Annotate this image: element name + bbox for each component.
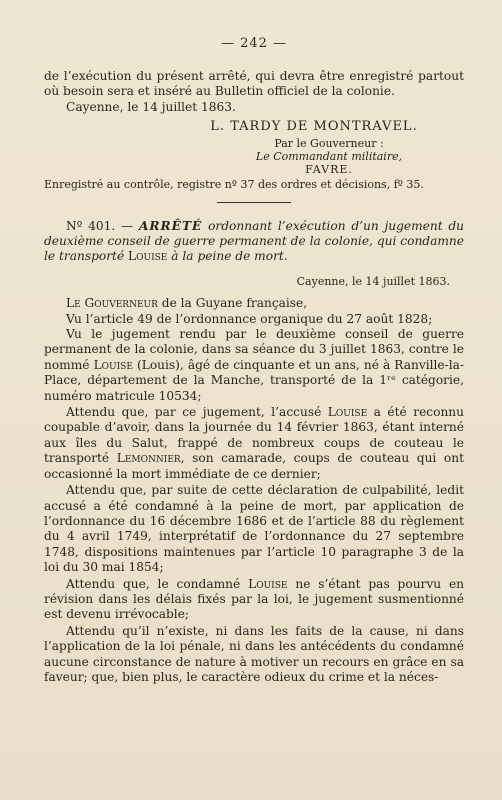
decree-title-part1: ordonnant l’exécution d’un jugement du deuxième conseil de guerre permanent de la colonie, qui condamne le transporté <box>44 219 465 264</box>
paragraph-attendu-4: Attendu qu’il n’existe, ni dans les faits de la cause, ni dans l’application de la loi pénale, ni dans les antécédents du condamné aucune circonstance de nature à motiver un recours en grâce en sa faveur; que, bien plus, le caractère odieux du crime et la néces- <box>44 623 464 684</box>
att3-name: Louise <box>248 576 288 591</box>
att1-name-2: Lemonnier <box>116 451 181 466</box>
paragraph-attendu-1 <box>44 405 464 482</box>
paragraph-vu-1: Vu l’article 49 de l’ordonnance organique du 27 août 1828; <box>66 311 433 326</box>
decree-type: ARRÊTÉ <box>138 219 203 234</box>
registration-line: Enregistré au contrôle, registre nº 37 des ordres et décisions, fº 35. <box>44 178 424 192</box>
place-date: Cayenne, le 14 juillet 1863. <box>296 275 450 289</box>
governor-line <box>44 296 464 311</box>
vu2-text-b: (Louis), âgé de cinquante et un ans, né à Ranville-la-Place, département de la Manche, transporté de la 1ʳᵉ catégorie, numéro matricule 10534; <box>44 357 465 403</box>
att3-text-a: Attendu que, le condamné <box>66 576 241 591</box>
paragraph-attendu-2: Attendu que, par suite de cette déclaration de culpabilité, ledit accusé a été condamné à la peine de mort, par application de l’ordonnance du 16 décembre 1686 et de l’article 88 du règlement du 4 avril 1749, interprétatif de l’ordonnance du 27 septembre 1748, dispositions maintenues par l’article 10 paragraphe 3 de la loi du 30 mai 1854; <box>44 483 464 575</box>
att1-text-b: a été reconnu coupable d’avoir, dans la journée du 14 février 1863, étant interné aux îles du Salut, frappé de nombreux coups de couteau le transporté <box>44 405 464 466</box>
decree-number: Nº 401. — <box>66 219 134 234</box>
signature-line-3: FAVRE. <box>305 163 353 177</box>
decree-heading <box>44 219 464 264</box>
att3-text-b: ne s’étant pas pourvu en révision dans les délais fixés par la loi, le jugement susmentionné est devenu irrévocable; <box>44 576 465 622</box>
signature-line-2: Le Commandant militaire, <box>255 150 403 164</box>
att1-text-c: , son camarade, coups de couteau qui ont occasionné la mort immédiate de ce dernier; <box>44 451 464 481</box>
vu2-name: Louise <box>93 357 133 372</box>
att1-name: Louise <box>327 405 368 420</box>
signature-line-1: Par le Gouverneur : <box>274 137 384 151</box>
opening-paragraph: de l’exécution du présent arrêté, qui devra être enregistré partout où besoin sera et inséré au Bulletin officiel de la colonie. <box>44 69 464 99</box>
date-line: Cayenne, le 14 juillet 1863. <box>66 99 236 114</box>
vu2-text-a: Vu le jugement rendu par le deuxième conseil de guerre permanent de la colonie, dans sa séance du 3 juillet 1863, contre le nommé <box>44 327 464 372</box>
decree-title-name: Louise <box>128 249 168 264</box>
governor-title: Le Gouverneur <box>66 296 158 311</box>
section-divider <box>217 202 291 203</box>
att1-text-a: Attendu que, par ce jugement, l’accusé <box>66 405 322 420</box>
page-number: — 242 — <box>220 36 288 51</box>
signature-name: L. TARDY DE MONTRAVEL. <box>210 119 418 135</box>
governor-rest: de la Guyane française, <box>161 296 308 311</box>
paragraph-attendu-3 <box>44 577 464 623</box>
paragraph-vu-2 <box>44 327 464 404</box>
decree-title-part2: à la peine de mort. <box>171 249 288 264</box>
